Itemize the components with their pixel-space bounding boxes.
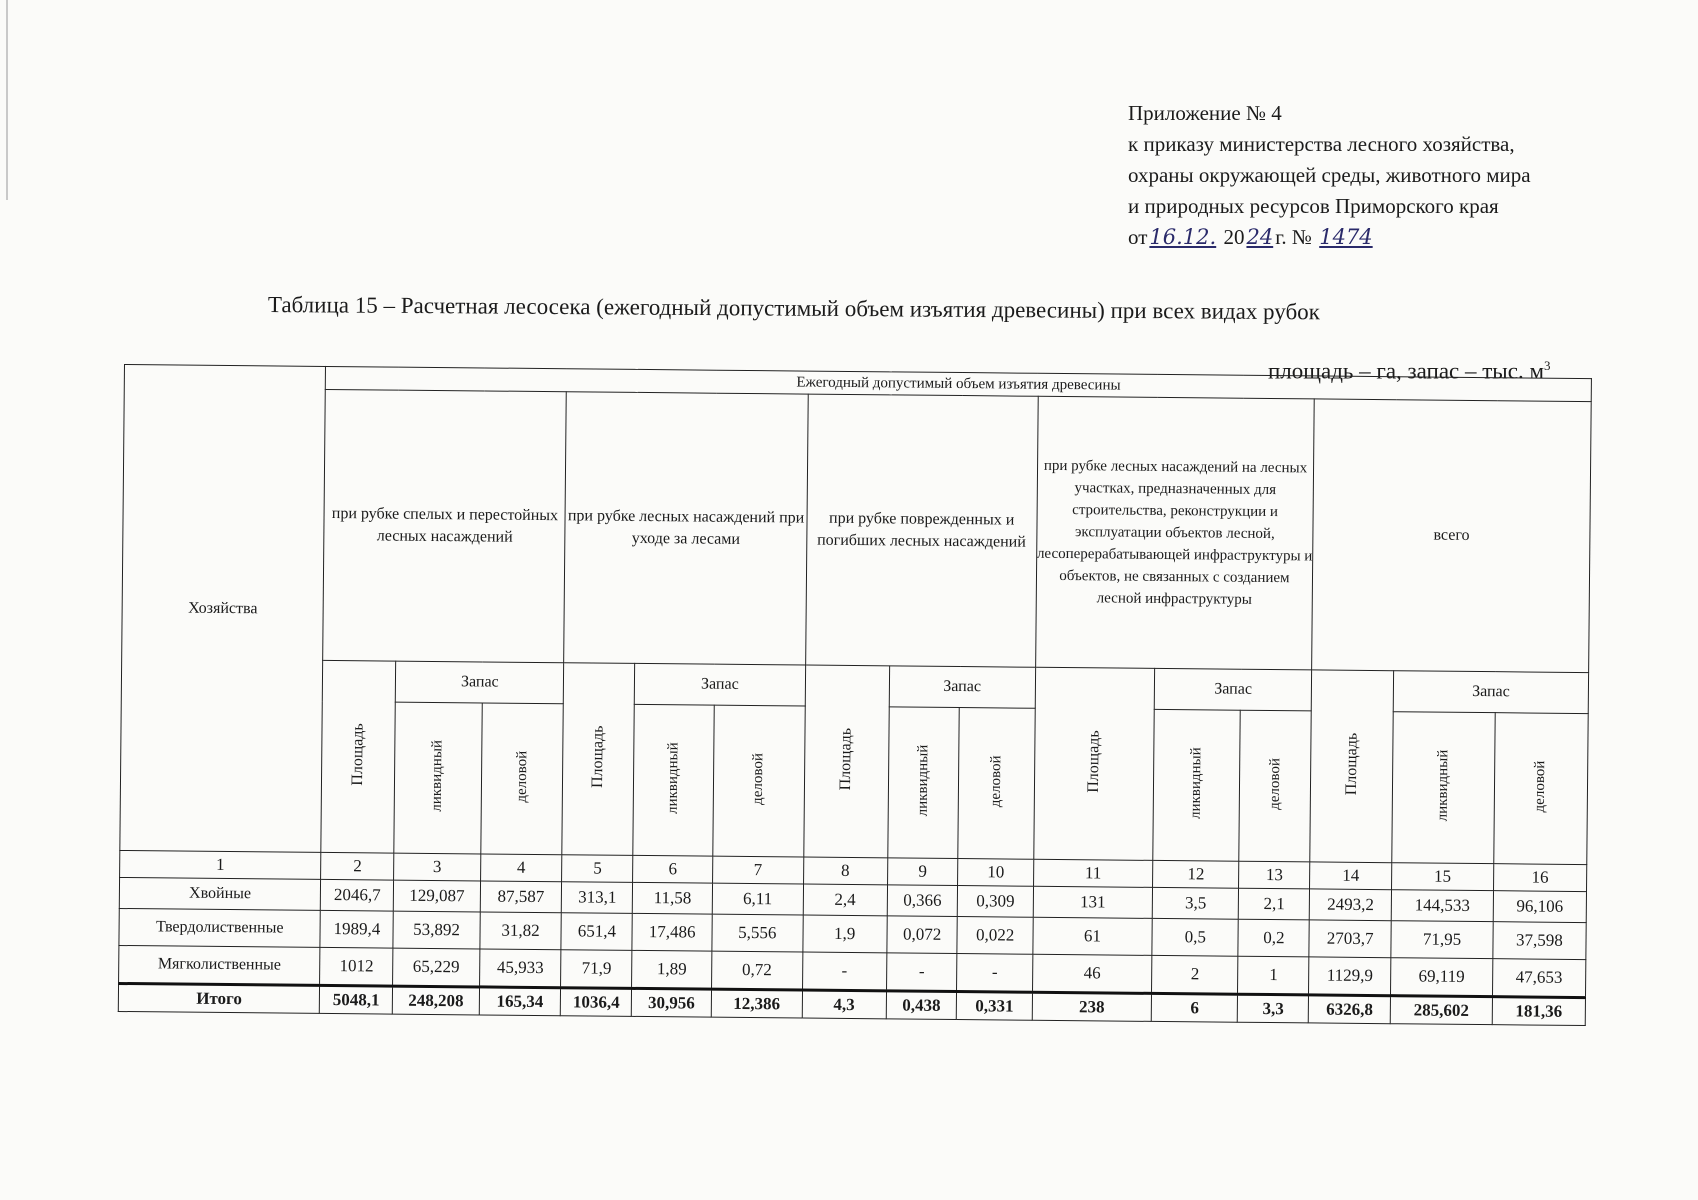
- cell: -: [957, 954, 1033, 993]
- total-cell: 3,3: [1238, 994, 1309, 1023]
- cell: 2046,7: [321, 879, 394, 911]
- cell: 3,5: [1152, 887, 1239, 919]
- header-stock-4: Запас: [1154, 668, 1311, 711]
- cell: 129,087: [394, 880, 481, 912]
- col-num: 8: [803, 857, 887, 885]
- area-label: Площадь: [1342, 732, 1361, 796]
- liquid-label: ликвидный: [429, 739, 446, 812]
- area-label: Площадь: [1084, 730, 1103, 793]
- cell: 71,95: [1391, 921, 1493, 959]
- appendix-date-line: [1128, 222, 1648, 253]
- total-cell: 238: [1032, 992, 1152, 1021]
- allowable-cut-table: [118, 364, 1592, 1026]
- area-label: Площадь: [589, 725, 607, 788]
- cell: 71,9: [561, 950, 632, 989]
- cell: 69,119: [1391, 958, 1493, 997]
- header-group-mature: при рубке спелых и перестойных лесных насаждений: [323, 389, 567, 662]
- business-label: деловой: [1532, 760, 1549, 813]
- total-cell: 6: [1151, 993, 1238, 1022]
- header-liquid-5: [1392, 712, 1495, 864]
- header-group-care: при рубке лесных насаждений при уходе за лесами: [564, 392, 808, 665]
- liquid-label: ликвидный: [1187, 746, 1205, 819]
- header-row-groups: [122, 388, 1592, 673]
- appendix-header: [1128, 98, 1648, 253]
- total-cell: 12,386: [711, 989, 802, 1018]
- cell: 11,58: [633, 882, 713, 914]
- header-stock-5: Запас: [1393, 671, 1588, 714]
- col-num: 14: [1310, 862, 1392, 890]
- header-group-construction: при рубке лесных насаждений на лесных участках, предназначенных для строительства, реконструкции и эксплуатации объектов лесной, лесоперерабатывающей инфраструктуры и объектов, не связанных с созданием лесной инфраструктуры: [1035, 396, 1314, 670]
- total-label: Итого: [118, 983, 320, 1013]
- col-num: 10: [958, 859, 1033, 887]
- total-cell: 165,34: [479, 987, 561, 1016]
- cell: 65,229: [393, 948, 480, 987]
- col-num: 5: [562, 855, 633, 883]
- cell: 144,533: [1391, 890, 1493, 922]
- appendix-ministry-line: охраны окружающей среды, животного мира: [1128, 163, 1531, 187]
- col-num: 11: [1033, 859, 1153, 887]
- col-num: 9: [887, 858, 958, 886]
- col-num: 7: [712, 856, 803, 884]
- cell: 37,598: [1493, 922, 1586, 960]
- handwritten-year: 24: [1246, 225, 1274, 249]
- cell: -: [886, 953, 957, 992]
- cell: 1012: [320, 947, 393, 986]
- area-label: Площадь: [837, 727, 855, 791]
- handwritten-number: 1474: [1319, 225, 1373, 249]
- row-name: Хвойные: [119, 877, 321, 910]
- cell: 2,4: [803, 884, 887, 916]
- total-cell: 30,956: [632, 988, 712, 1017]
- cell: 5,556: [712, 914, 803, 952]
- col-num: 4: [480, 854, 562, 882]
- liquid-label: ликвидный: [664, 741, 682, 814]
- cell: 313,1: [562, 882, 633, 914]
- header-stock-3: Запас: [889, 666, 1035, 708]
- cell: 61: [1033, 917, 1153, 955]
- row-name: Мягколиственные: [119, 945, 321, 985]
- cell: 1129,9: [1309, 957, 1391, 996]
- cell: 0,022: [957, 917, 1033, 955]
- cell: 2493,2: [1309, 889, 1391, 921]
- total-cell: 6326,8: [1308, 995, 1390, 1024]
- header-business-3: [958, 708, 1035, 860]
- header-area-1: [321, 660, 396, 853]
- col-num: 3: [394, 853, 481, 881]
- year-prefix: 20: [1223, 225, 1245, 249]
- total-cell: 248,208: [393, 986, 480, 1015]
- total-cell: 4,3: [802, 990, 886, 1019]
- area-label: Площадь: [349, 722, 367, 786]
- col-num: 1: [120, 850, 322, 879]
- header-stock-1: Запас: [396, 661, 565, 704]
- cell: 17,486: [632, 913, 712, 951]
- business-label: деловой: [1266, 757, 1284, 810]
- cell: 2703,7: [1309, 920, 1391, 958]
- cell: 1,9: [802, 915, 886, 953]
- appendix-order-line: к приказу министерства лесного хозяйства,: [1128, 132, 1515, 156]
- liquid-label: ликвидный: [914, 744, 932, 817]
- total-cell: 285,602: [1390, 996, 1492, 1025]
- col-num: 12: [1153, 860, 1240, 888]
- cell: 47,653: [1492, 959, 1586, 998]
- header-business-5: [1494, 713, 1589, 865]
- cell: 0,072: [887, 916, 958, 954]
- cell: 0,2: [1238, 919, 1309, 957]
- col-num: 15: [1392, 863, 1494, 891]
- cell: 45,933: [479, 949, 561, 988]
- header-area-4: [1033, 667, 1154, 860]
- col-num: 2: [321, 852, 394, 880]
- cell: -: [802, 952, 886, 991]
- cell: 2: [1152, 955, 1239, 994]
- cell: 2,1: [1239, 888, 1310, 920]
- total-cell: 1036,4: [561, 988, 632, 1017]
- handwritten-date: 16.12.: [1149, 225, 1217, 249]
- table-title: Таблица 15 – Расчетная лесосека (ежегодный допустимый объем изъятия древесины) при всех видах рубок: [267, 292, 1320, 325]
- col-num: 16: [1493, 864, 1586, 892]
- cell: 1989,4: [320, 910, 393, 948]
- header-business-2: [713, 705, 805, 857]
- liquid-label: ликвидный: [1434, 749, 1452, 822]
- cell: 0,309: [958, 886, 1034, 918]
- total-cell: 181,36: [1492, 997, 1585, 1026]
- units-text: площадь – га, запас – тыс. м: [1268, 358, 1545, 384]
- header-farms: Хозяйства: [120, 365, 326, 853]
- units-superscript: 3: [1544, 358, 1551, 373]
- cell: 46: [1032, 954, 1152, 993]
- cell: 1: [1238, 956, 1309, 995]
- cell: 651,4: [561, 913, 632, 951]
- header-business-1: [480, 703, 563, 855]
- header-liquid-3: [887, 707, 959, 859]
- header-annual-volume: Ежегодный допустимый объем изъятия древесины: [326, 366, 1592, 401]
- total-cell: 5048,1: [320, 985, 393, 1014]
- number-prefix: г. №: [1275, 225, 1312, 249]
- header-liquid-2: [633, 704, 714, 856]
- header-area-2: [562, 663, 635, 856]
- appendix-region-line: и природных ресурсов Приморского края: [1128, 194, 1499, 218]
- header-business-4: [1239, 710, 1311, 862]
- col-num: 6: [633, 855, 713, 883]
- row-name: Твердолиственные: [119, 908, 321, 947]
- appendix-title: Приложение № 4: [1128, 101, 1282, 125]
- cell: 0,72: [711, 951, 802, 990]
- header-liquid-1: [394, 702, 482, 854]
- cell: 131: [1033, 886, 1153, 918]
- cell: 53,892: [393, 911, 480, 949]
- total-cell: 0,438: [886, 991, 957, 1020]
- total-cell: 0,331: [957, 992, 1032, 1021]
- header-group-damaged: при рубке поврежденных и погибших лесных насаждений: [805, 394, 1038, 667]
- cell: 31,82: [480, 912, 562, 950]
- header-area-3: [803, 665, 889, 858]
- scan-edge: [6, 0, 8, 200]
- cell: 0,5: [1152, 918, 1239, 956]
- cell: 6,11: [712, 883, 803, 915]
- header-stock-2: Запас: [635, 663, 806, 706]
- header-group-total: всего: [1312, 399, 1591, 673]
- business-label: деловой: [750, 752, 767, 805]
- col-num: 13: [1239, 861, 1310, 889]
- header-area-5: [1310, 670, 1394, 863]
- date-prefix: от: [1128, 225, 1148, 249]
- cell: 1,89: [632, 950, 712, 989]
- business-label: деловой: [987, 754, 1005, 807]
- table-container: [118, 364, 1592, 1026]
- cell: 87,587: [480, 881, 562, 913]
- cell: 0,366: [887, 885, 958, 917]
- header-liquid-4: [1153, 709, 1241, 861]
- business-label: деловой: [513, 750, 530, 803]
- cell: 96,106: [1493, 891, 1586, 923]
